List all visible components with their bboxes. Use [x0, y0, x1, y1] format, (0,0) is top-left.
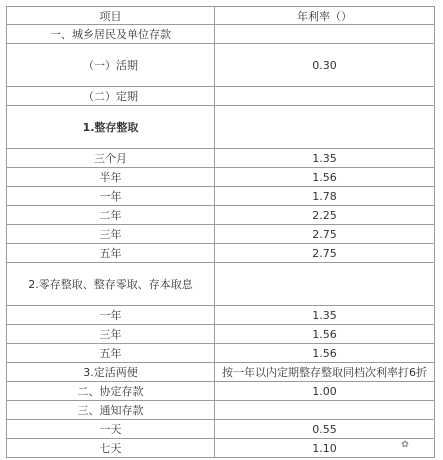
row-rate-value: 1.35 [215, 306, 435, 325]
row-item-label: 三年 [7, 325, 215, 344]
row-rate-value [215, 263, 435, 306]
header-annual-rate: 年利率（） [215, 7, 435, 25]
table-row [7, 87, 435, 106]
table-row [7, 325, 435, 344]
table-row [7, 244, 435, 263]
table-row [7, 439, 435, 458]
row-item-label: 一年 [7, 187, 215, 206]
table-row [7, 382, 435, 401]
row-item-label: 一年 [7, 306, 215, 325]
interest-rate-table-body [7, 7, 435, 458]
row-item-label: 一天 [7, 420, 215, 439]
row-item-label: 三、通知存款 [7, 401, 215, 420]
row-rate-value [215, 25, 435, 44]
table-row [7, 149, 435, 168]
row-rate-value: 按一年以内定期整存整取同档次利率打6折 [215, 363, 435, 382]
row-item-label: 三个月 [7, 149, 215, 168]
row-item-label: （一）活期 [7, 44, 215, 87]
table-row [7, 344, 435, 363]
table-row [7, 306, 435, 325]
row-rate-value [215, 401, 435, 420]
row-item-label: 五年 [7, 244, 215, 263]
row-rate-value: 1.00 [215, 382, 435, 401]
row-rate-value: 1.56 [215, 344, 435, 363]
row-item-label: 1.整存整取 [7, 106, 215, 149]
row-rate-value: 2.75 [215, 244, 435, 263]
row-rate-value: 1.56 [215, 168, 435, 187]
table-row [7, 25, 435, 44]
row-item-label: 半年 [7, 168, 215, 187]
row-rate-value: 0.55 [215, 420, 435, 439]
row-item-label: 二年 [7, 206, 215, 225]
table-row [7, 420, 435, 439]
row-item-label: 3.定活两便 [7, 363, 215, 382]
row-rate-value [215, 106, 435, 149]
table-row [7, 225, 435, 244]
table-row [7, 106, 435, 149]
table-row [7, 168, 435, 187]
interest-rate-table [6, 6, 435, 458]
row-rate-value: 2.25 [215, 206, 435, 225]
row-rate-value: 1.35 [215, 149, 435, 168]
table-header-row [7, 7, 435, 25]
row-rate-value: 0.30 [215, 44, 435, 87]
table-row [7, 263, 435, 306]
row-item-label: 五年 [7, 344, 215, 363]
table-row [7, 44, 435, 87]
wechat-icon: ✿ [401, 440, 409, 450]
table-row [7, 206, 435, 225]
row-item-label: 一、城乡居民及单位存款 [7, 25, 215, 44]
row-rate-value: 1.10 [215, 439, 435, 458]
table-row [7, 363, 435, 382]
row-item-label: 三年 [7, 225, 215, 244]
row-rate-value: 2.75 [215, 225, 435, 244]
row-item-label: （二）定期 [7, 87, 215, 106]
table-row [7, 187, 435, 206]
table-row [7, 401, 435, 420]
row-rate-value [215, 87, 435, 106]
row-rate-value: 1.78 [215, 187, 435, 206]
header-item: 项目 [7, 7, 215, 25]
row-item-label: 七天 [7, 439, 215, 458]
row-item-label: 2.零存整取、整存零取、存本取息 [7, 263, 215, 306]
row-rate-value: 1.56 [215, 325, 435, 344]
row-item-label: 二、协定存款 [7, 382, 215, 401]
